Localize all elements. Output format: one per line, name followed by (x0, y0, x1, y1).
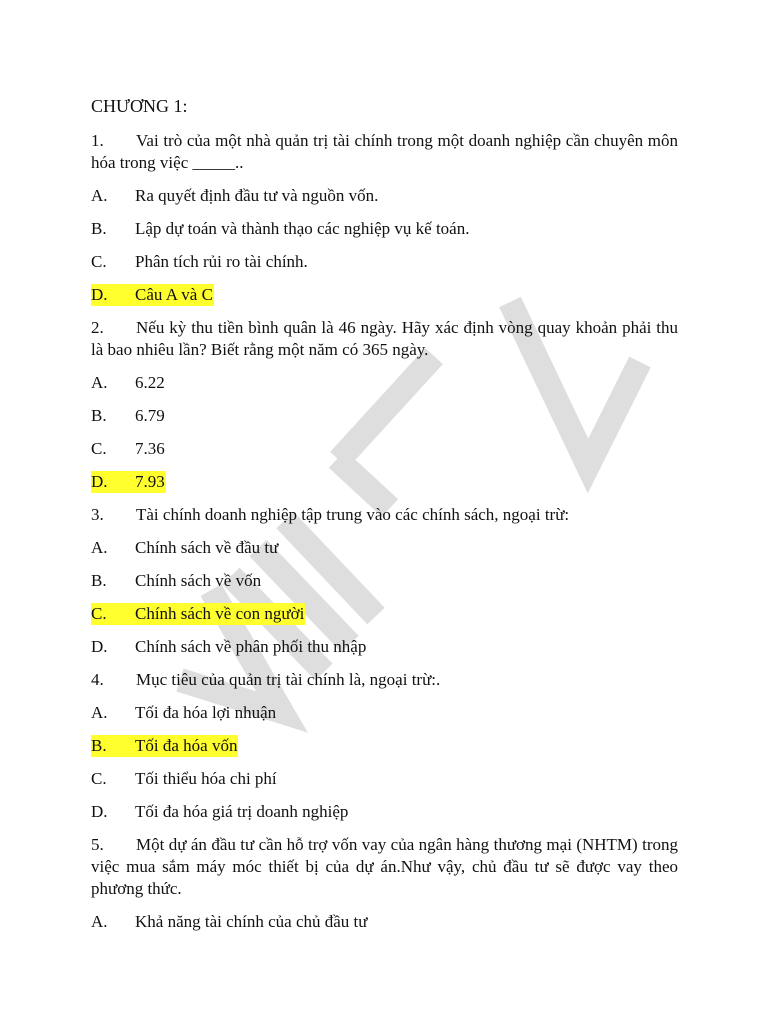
option-letter: A. (91, 703, 108, 722)
question-text: Một dự án đầu tư cần hỗ trợ vốn vay của ngân hàng thương mại (NHTM) trong việc mua sắm máy móc thiết bị của dự án.Như vậy, chủ đầu tư sẽ được vay theo phương thức. (91, 835, 678, 898)
question-5 (91, 834, 678, 900)
option-letter: D. (91, 472, 108, 491)
option-letter: A. (91, 912, 108, 931)
answer-option (91, 636, 678, 658)
option-text: Chính sách về đầu tư (135, 538, 279, 557)
option-text: Khả năng tài chính của chủ đầu tư (135, 912, 368, 931)
answer-option-highlighted (91, 603, 678, 625)
highlight-mark (91, 603, 305, 625)
answer-option-highlighted (91, 735, 678, 757)
chapter-title: CHƯƠNG 1: (91, 96, 188, 116)
option-text: Lập dự toán và thành thạo các nghiệp vụ kế toán. (135, 219, 470, 238)
question-3 (91, 504, 678, 526)
option-text: Câu A và C (135, 285, 213, 304)
option-letter: A. (91, 186, 108, 205)
answer-option (91, 537, 678, 559)
option-text: Chính sách về con người (135, 604, 305, 623)
answer-option-highlighted (91, 471, 678, 493)
question-2 (91, 317, 678, 361)
question-number: 3. (91, 505, 104, 524)
answer-option (91, 768, 678, 790)
option-letter: B. (91, 219, 107, 238)
option-letter: A. (91, 538, 108, 557)
option-letter: A. (91, 373, 108, 392)
option-text: Tối đa hóa vốn (135, 736, 238, 755)
highlight-mark (91, 284, 214, 306)
option-text: Tối thiểu hóa chi phí (135, 769, 277, 788)
option-text: 7.36 (135, 439, 165, 458)
option-letter: C. (91, 252, 107, 271)
option-letter: D. (91, 637, 108, 656)
option-letter: C. (91, 439, 107, 458)
question-number: 5. (91, 835, 104, 854)
option-text: Chính sách về vốn (135, 571, 262, 590)
document-body (91, 94, 678, 944)
option-text: Tối đa hóa giá trị doanh nghiệp (135, 802, 349, 821)
option-text: Tối đa hóa lợi nhuận (135, 703, 277, 722)
option-letter: B. (91, 736, 107, 755)
answer-option (91, 570, 678, 592)
option-letter: D. (91, 802, 108, 821)
answer-option (91, 438, 678, 460)
question-4 (91, 669, 678, 691)
answer-option (91, 185, 678, 207)
option-letter: D. (91, 285, 108, 304)
option-text: 6.22 (135, 373, 165, 392)
option-text: Chính sách về phân phối thu nhập (135, 637, 367, 656)
answer-option-highlighted (91, 284, 678, 306)
option-text: 6.79 (135, 406, 165, 425)
answer-option (91, 911, 678, 933)
answer-option (91, 405, 678, 427)
question-text: Tài chính doanh nghiệp tập trung vào các chính sách, ngoại trừ: (136, 505, 570, 524)
question-text: Vai trò của một nhà quản trị tài chính trong một doanh nghiệp cần chuyên môn hóa trong việc _____.. (91, 131, 678, 172)
answer-option (91, 251, 678, 273)
question-number: 4. (91, 670, 104, 689)
question-1 (91, 130, 678, 174)
highlight-mark (91, 735, 238, 757)
option-letter: B. (91, 571, 107, 590)
question-number: 1. (91, 131, 104, 150)
answer-option (91, 372, 678, 394)
question-text: Nếu kỳ thu tiền bình quân là 46 ngày. Hãy xác định vòng quay khoản phải thu là bao nhiêu lần? Biết rằng một năm có 365 ngày. (91, 318, 678, 359)
option-text: Ra quyết định đầu tư và nguồn vốn. (135, 186, 379, 205)
option-letter: C. (91, 769, 107, 788)
option-letter: C. (91, 604, 107, 623)
option-text: Phân tích rủi ro tài chính. (135, 252, 308, 271)
option-text: 7.93 (135, 472, 165, 491)
question-text: Mục tiêu của quản trị tài chính là, ngoại trừ:. (136, 670, 441, 689)
answer-option (91, 218, 678, 240)
question-number: 2. (91, 318, 104, 337)
answer-option (91, 801, 678, 823)
question-list (91, 130, 678, 933)
highlight-mark (91, 471, 166, 493)
option-letter: B. (91, 406, 107, 425)
answer-option (91, 702, 678, 724)
